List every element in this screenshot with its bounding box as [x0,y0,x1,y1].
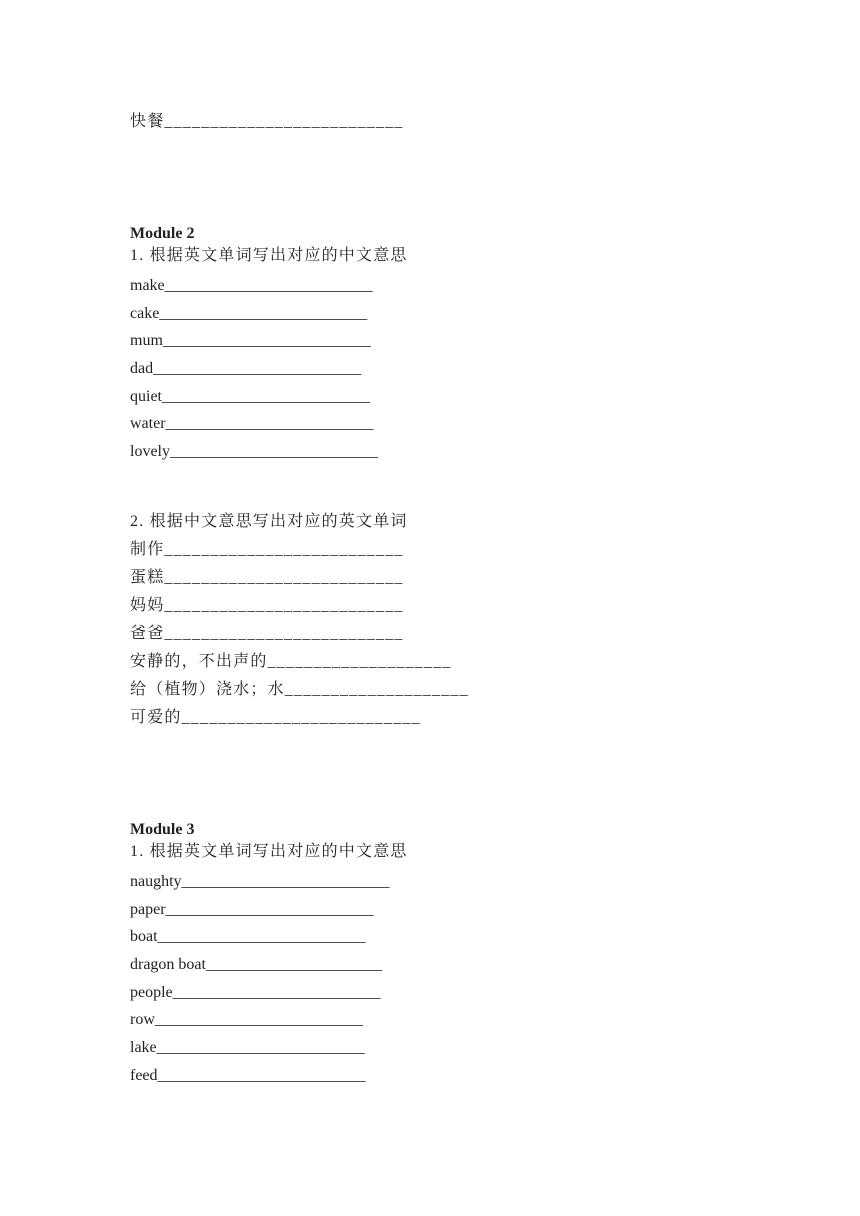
list-item: quiet__________________________ [130,388,370,405]
list-item: cake__________________________ [130,305,368,322]
module-3-part-1-instruction: 1. 根据英文单词写出对应的中文意思 [130,843,408,860]
list-item: naughty__________________________ [130,873,390,890]
module-2-part-1-instruction: 1. 根据英文单词写出对应的中文意思 [130,247,408,264]
list-item: mum__________________________ [130,332,371,349]
list-item: feed__________________________ [130,1067,366,1084]
list-item: paper__________________________ [130,901,374,918]
list-item: 制作__________________________ [130,541,404,558]
fast-food-line: 快餐__________________________ [130,113,404,130]
list-item: lovely__________________________ [130,443,378,460]
list-item: row__________________________ [130,1011,363,1028]
module-2-heading: Module 2 [130,225,195,242]
list-item: 安静的，不出声的____________________ [130,653,452,670]
module-3-heading: Module 3 [130,821,195,838]
list-item: dragon boat______________________ [130,956,382,973]
list-item: 爸爸__________________________ [130,625,404,642]
list-item: lake__________________________ [130,1039,365,1056]
list-item: make__________________________ [130,277,373,294]
module-2-part-2-instruction: 2. 根据中文意思写出对应的英文单词 [130,513,408,530]
list-item: people__________________________ [130,984,381,1001]
list-item: water__________________________ [130,415,374,432]
list-item: 妈妈__________________________ [130,597,404,614]
list-item: dad__________________________ [130,360,362,377]
list-item: 给（植物）浇水；水____________________ [130,681,469,698]
list-item: boat__________________________ [130,928,366,945]
list-item: 可爱的__________________________ [130,709,421,726]
list-item: 蛋糕__________________________ [130,569,404,586]
